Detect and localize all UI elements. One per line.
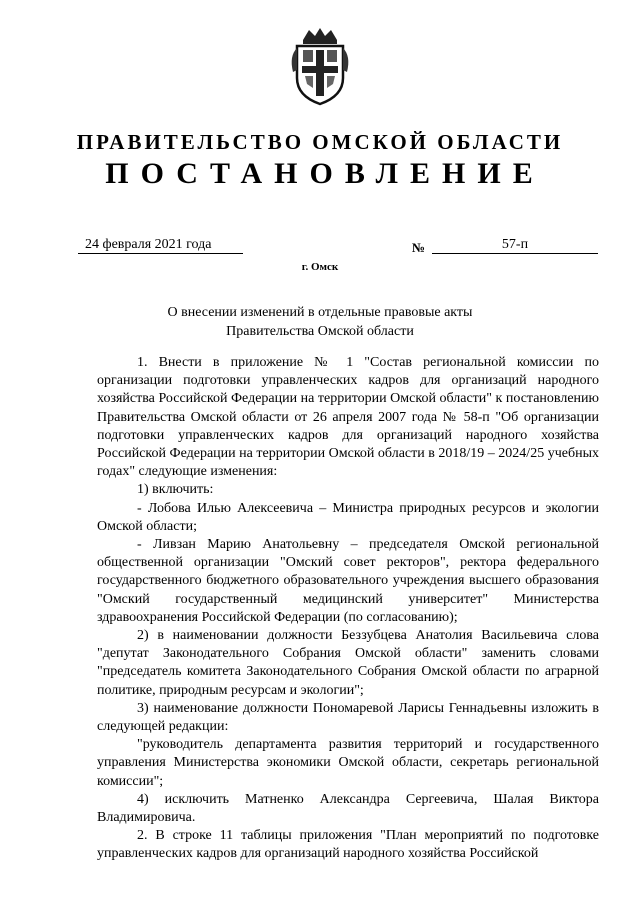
- body-paragraph: "руководитель департамента развития территорий и государственного управления Министерства экономики Омской области, секретарь региональной комиссии";: [97, 737, 599, 789]
- document-subject: [150, 303, 490, 341]
- body-paragraph: 2. В строке 11 таблицы приложения "План мероприятий по подготовке управленческих кадров для организаций народного хозяйства Российской: [97, 828, 599, 862]
- body-paragraph: 3) наименование должности Пономаревой Ларисы Геннадьевны изложить в следующей редакции:: [97, 700, 599, 735]
- body-paragraph: 4) исключить Матненко Александра Сергеевича, Шалая Виктора Владимировича.: [97, 791, 599, 826]
- document-body: [97, 354, 599, 864]
- document-type-title: ПОСТАНОВЛЕНИЕ: [105, 157, 545, 190]
- body-paragraph: - Лобова Илью Алексеевича – Министра природных ресурсов и экологии Омской области;: [97, 500, 599, 534]
- document-city: г. Омск: [301, 261, 339, 273]
- body-paragraph: - Ливзан Марию Анатольевну – председателя Омской региональной общественной организации "Омский совет ректоров", ректора федерального государственного бюджетного образовательного учреждения высшего образования "Омский государственный медицинский университет" Министерства здравоохранения Российской Федерации (по согласованию);: [97, 537, 599, 625]
- government-title: ПРАВИТЕЛЬСТВО ОМСКОЙ ОБЛАСТИ: [76, 130, 564, 154]
- subject-line-1: О внесении изменений в отдельные правовые акты: [167, 305, 473, 320]
- document-number: 57-п: [432, 236, 598, 254]
- number-label: №: [412, 240, 426, 255]
- body-paragraph: 1) включить:: [137, 482, 214, 498]
- document-date: 24 февраля 2021 года: [78, 236, 243, 254]
- body-paragraph: 1. Внести в приложение № 1 "Состав региональной комиссии по организации подготовки управленческих кадров для организаций народного хозяйства Российской Федерации на территории Омской области" к постановлению Правительства Омской области от 26 апреля 2007 года № 58-п "Об организации подготовки управленческих кадров для организаций народного хозяйства Российской Федерации на территории Омской области в 2018/19 – 2024/25 учебных годах" следующие изменения:: [97, 355, 599, 480]
- body-paragraph: 2) в наименовании должности Беззубцева Анатолия Васильевича слова "депутат Законодательного Собрания Омской области" заменить словами "председатель комитета Законодательного Собрания Омской области по аграрной политике, природным ресурсам и экологии";: [97, 628, 599, 698]
- subject-line-2: Правительства Омской области: [226, 324, 414, 339]
- coat-of-arms-icon: [289, 26, 351, 108]
